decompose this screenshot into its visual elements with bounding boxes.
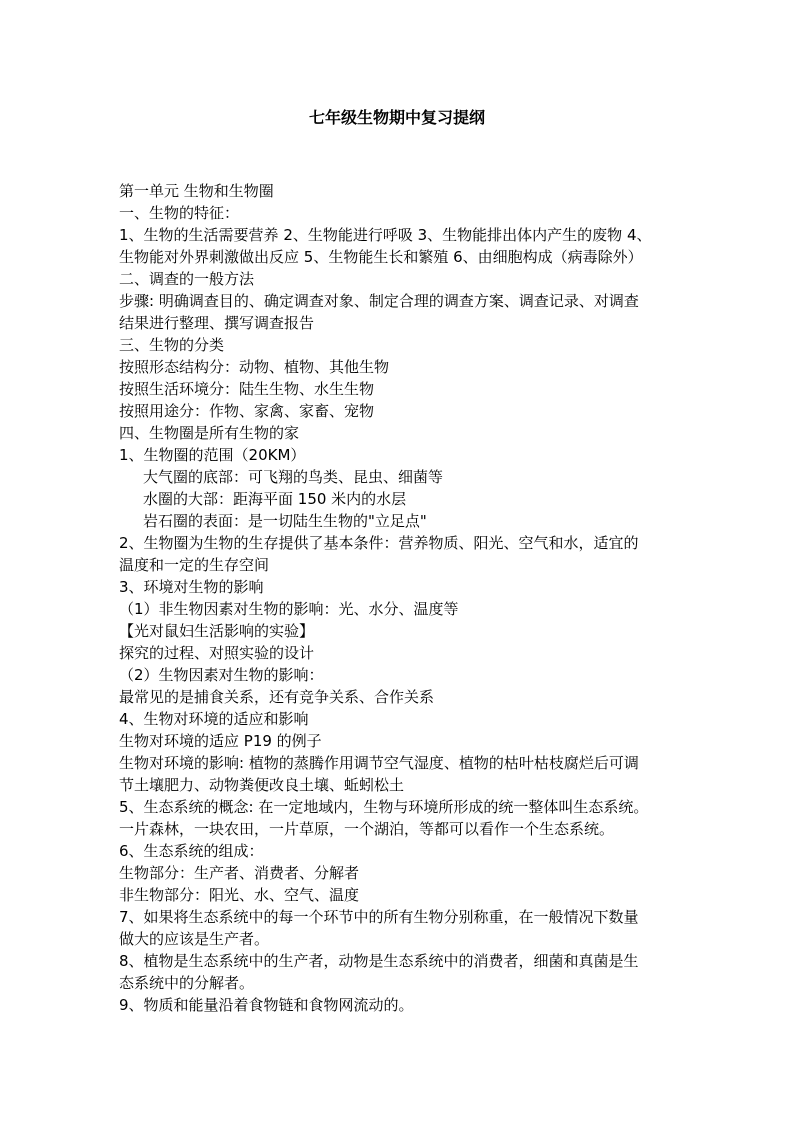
indented-text-line: 大气圈的底部：可飞翔的鸟类、昆虫、细菌等 (143, 468, 444, 486)
subsection-heading: 5、生态系统的概念: 在一定地域内，生物与环境所形成的统一整体叫生态系统。 (119, 798, 649, 816)
subsection-heading: 6、生态系统的组成： (119, 842, 264, 860)
body-text-line: 7、如果将生态系统中的每一个环节中的所有生物分别称重，在一般情况下数量 (119, 908, 639, 926)
indented-text-line: 水圈的大部：距海平面 150 米内的水层 (143, 490, 407, 508)
subsection-heading: 4、生物对环境的适应和影响 (119, 710, 309, 728)
body-text-line: 做大的应该是生产者。 (119, 930, 270, 948)
body-text-line: 9、物质和能量沿着食物链和食物网流动的。 (119, 996, 414, 1014)
body-text-line: 非生物部分：阳光、水、空气、温度 (119, 886, 360, 904)
section-heading: 二、调查的一般方法 (119, 270, 255, 288)
subsection-heading: 2、生物圈为生物的生存提供了基本条件：营养物质、阳光、空气和水，适宜的 (119, 534, 639, 552)
body-text-line: 1、生物的生活需要营养 2、生物能进行呼吸 3、生物能排出体内产生的废物 4、 (119, 226, 652, 244)
document-body (119, 180, 679, 1016)
body-text-line: 探究的过程、对照实验的设计 (119, 644, 315, 662)
subsection-heading: 1、生物圈的范围（20KM） (119, 446, 306, 464)
body-text-line: 8、植物是生态系统中的生产者，动物是生态系统中的消费者，细菌和真菌是生 (119, 952, 639, 970)
section-heading: 一、生物的特征： (119, 204, 240, 222)
body-text-line: 步骤: 明确调查目的、确定调查对象、制定合理的调查方案、调查记录、对调查 (119, 292, 639, 310)
body-text-line: 最常见的是捕食关系，还有竞争关系、合作关系 (119, 688, 435, 706)
body-text-line: 生物能对外界刺激做出反应 5、生物能生长和繁殖 6、由细胞构成（病毒除外） (119, 248, 643, 266)
document-title: 七年级生物期中复习提纲 (308, 108, 485, 127)
body-text-line: 一片森林，一块农田，一片草原，一个湖泊，等都可以看作一个生态系统。 (119, 820, 615, 838)
indented-text-line: 岩石圈的表面：是一切陆生生物的"立足点" (143, 512, 427, 530)
body-text-line: 节土壤肥力、动物粪便改良土壤、蚯蚓松土 (119, 776, 405, 794)
body-text-line: 结果进行整理、撰写调查报告 (119, 314, 315, 332)
experiment-label: 【光对鼠妇生活影响的实验】 (119, 622, 315, 640)
body-text-line: 按照用途分：作物、家禽、家畜、宠物 (119, 402, 375, 420)
body-text-line: 温度和一定的生存空间 (119, 556, 270, 574)
body-text-line: 生物部分：生产者、消费者、分解者 (119, 864, 360, 882)
body-text-line: 按照形态结构分：动物、植物、其他生物 (119, 358, 390, 376)
body-text-line: 生物对环境的影响: 植物的蒸腾作用调节空气湿度、植物的枯叶枯枝腐烂后可调 (119, 754, 639, 772)
section-heading: 三、生物的分类 (119, 336, 225, 354)
body-text-line: 按照生活环境分：陆生生物、水生生物 (119, 380, 375, 398)
unit-heading: 第一单元 生物和生物圈 (119, 182, 274, 200)
section-heading: 四、生物圈是所有生物的家 (119, 424, 300, 442)
body-text-line: （1）非生物因素对生物的影响：光、水分、温度等 (119, 600, 459, 618)
body-text-line: 生物对环境的适应 P19 的例子 (119, 732, 322, 750)
subsection-heading: 3、环境对生物的影响 (119, 578, 264, 596)
body-text-line: （2）生物因素对生物的影响： (119, 666, 324, 684)
body-text-line: 态系统中的分解者。 (119, 974, 255, 992)
